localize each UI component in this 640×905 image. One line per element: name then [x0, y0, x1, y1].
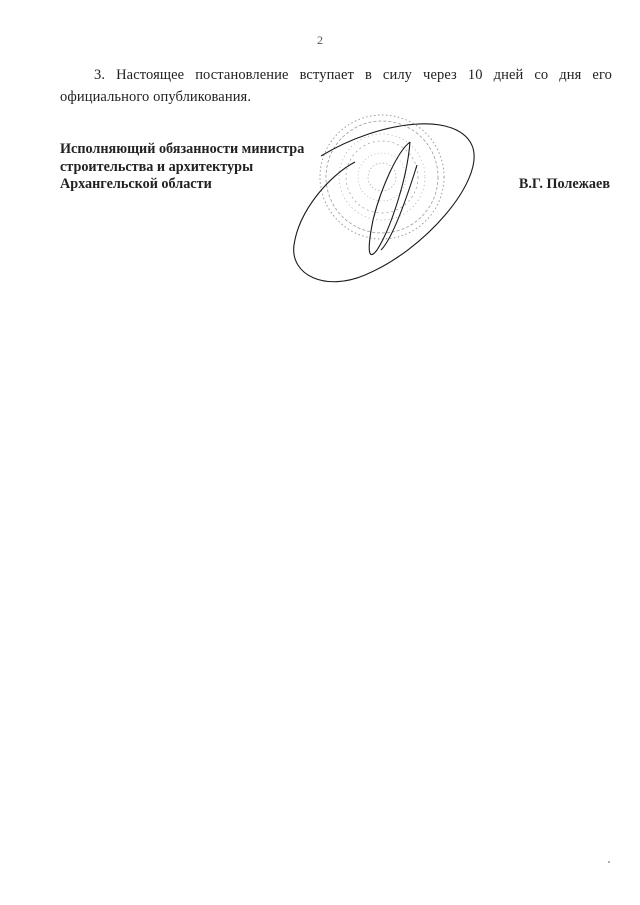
signatory-title-line: Исполняющий обязанности министра — [60, 141, 305, 157]
official-stamp-icon — [320, 115, 444, 239]
stamp-and-signature — [285, 100, 485, 300]
handwritten-signature-icon — [294, 124, 474, 282]
signatory-title-line: Архангельской области — [60, 176, 212, 192]
body-paragraph: 3. Настоящее постановление вступает в силу через 10 дней со дня его официального опубликования. — [60, 67, 612, 105]
page-number: 2 — [317, 33, 323, 47]
scan-speck — [608, 861, 610, 863]
signatory-title-line: строительства и архитектуры — [60, 158, 254, 175]
signer-name: В.Г. Полежаев — [518, 176, 610, 192]
